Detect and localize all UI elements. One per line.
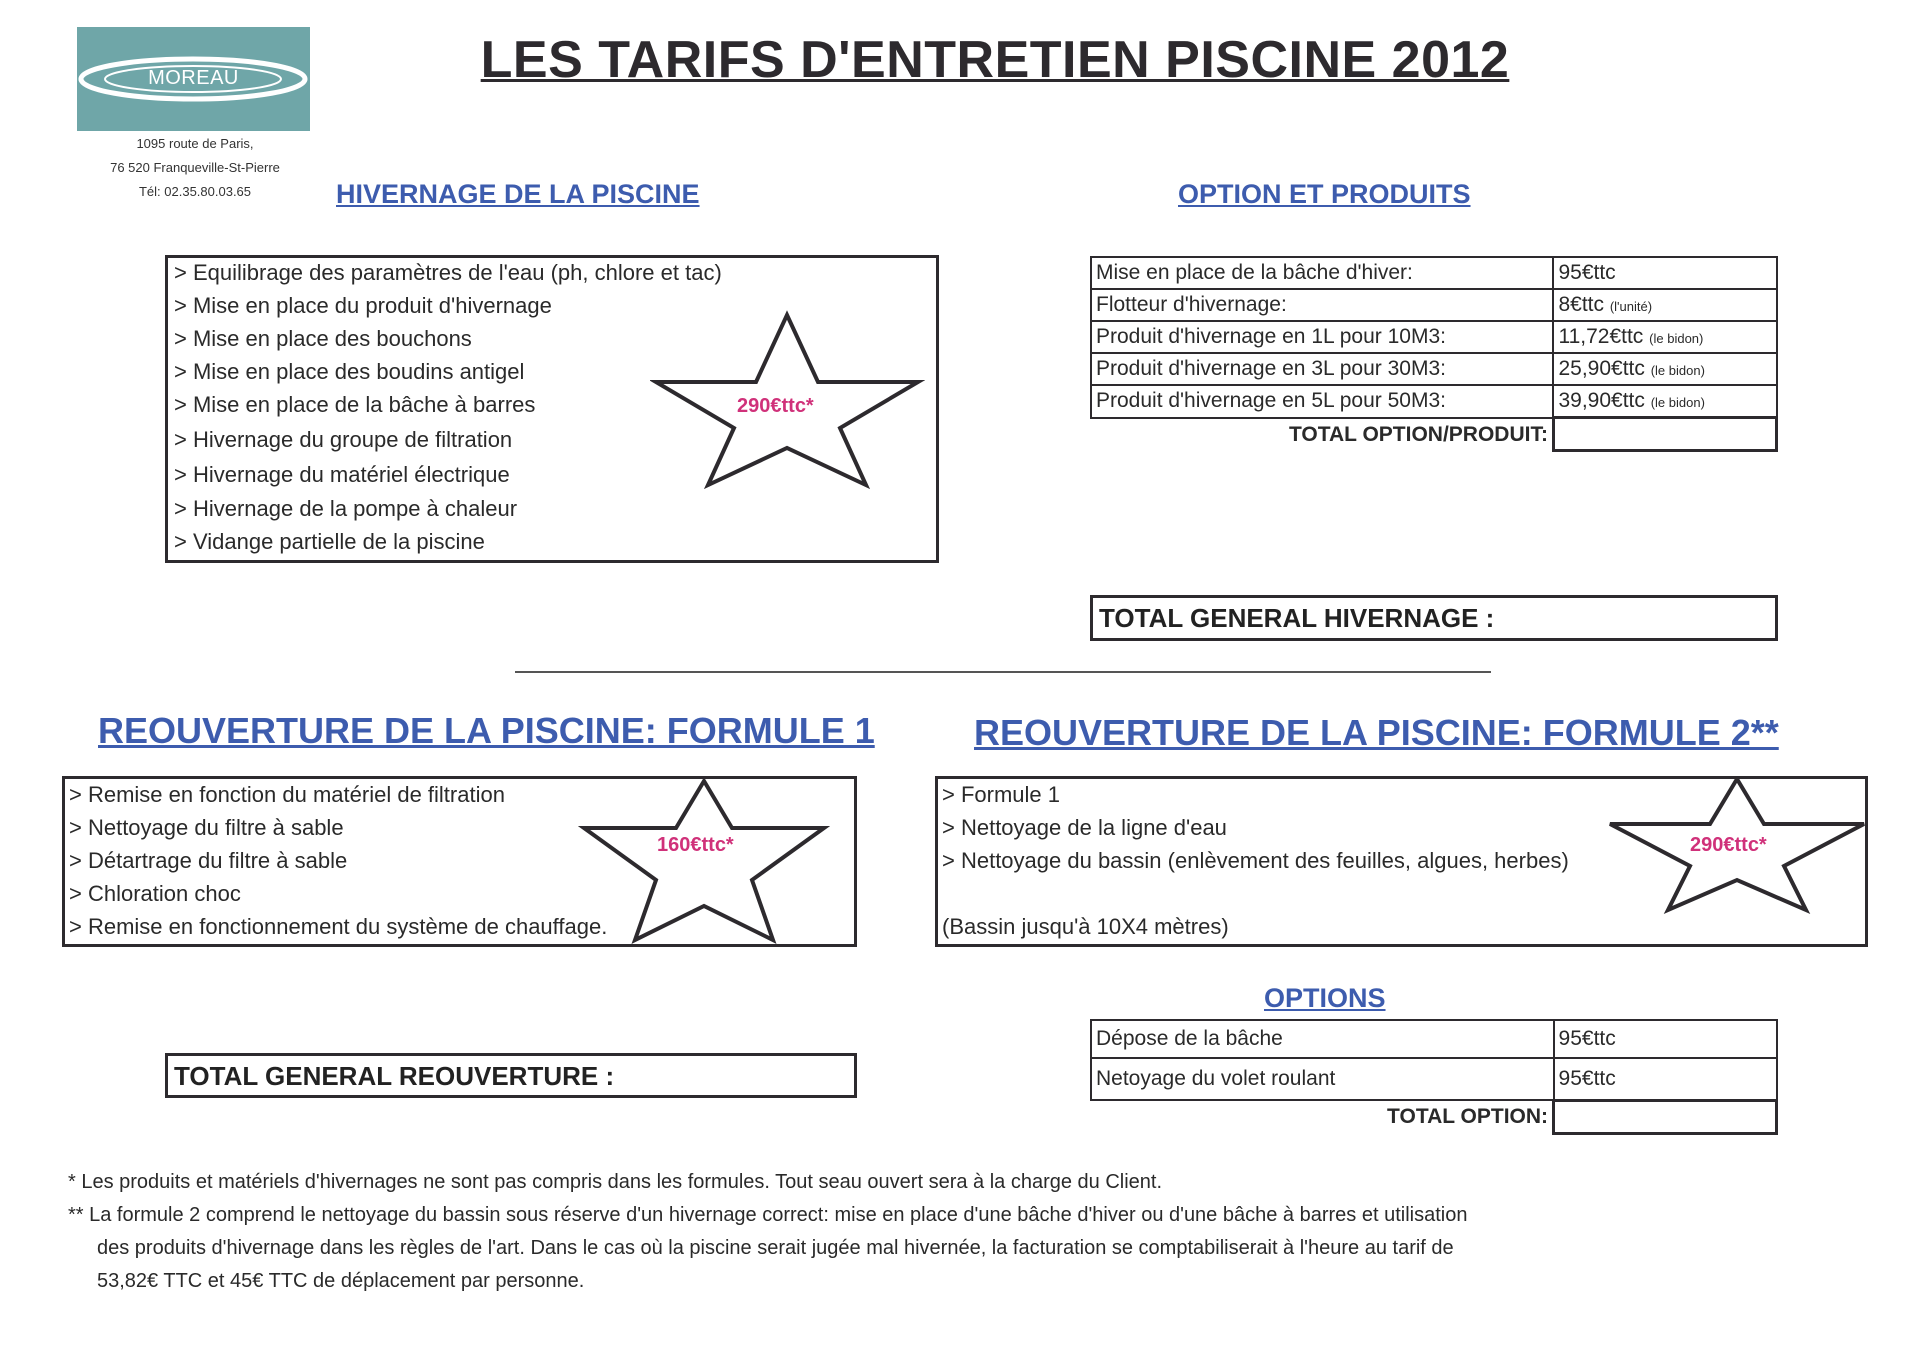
total-reouverture-box[interactable]: [165, 1053, 857, 1098]
option-label: Mise en place de la bâche d'hiver:: [1091, 257, 1553, 289]
total-reouverture-label: TOTAL GENERAL REOUVERTURE :: [174, 1061, 615, 1091]
total-option-label: TOTAL OPTION:: [1091, 1100, 1554, 1133]
list-item: > Hivernage de la pompe à chaleur: [174, 496, 518, 521]
table-row: [1091, 257, 1777, 289]
table-row: [1091, 1058, 1777, 1100]
divider: [515, 671, 1491, 673]
page-title: LES TARIFS D'ENTRETIEN PISCINE 2012: [480, 31, 1510, 89]
list-item: > Remise en fonctionnement du système de chauffage.: [69, 914, 608, 939]
phone-number: Tél: 02.35.80.03.65: [138, 184, 252, 199]
table-row: [1091, 289, 1777, 321]
list-item: > Mise en place des bouchons: [174, 326, 472, 351]
list-item: > Chloration choc: [69, 881, 241, 906]
footnotes: [68, 1166, 1467, 1298]
total-hivernage-label: TOTAL GENERAL HIVERNAGE :: [1099, 603, 1495, 633]
star-icon: [578, 776, 830, 946]
option-label: Produit d'hivernage en 1L pour 10M3:: [1091, 321, 1553, 353]
table-row: [1091, 418, 1777, 451]
table-row: [1091, 1020, 1777, 1058]
total-option-field[interactable]: [1554, 1100, 1777, 1133]
option-price: 95€ttc: [1554, 1058, 1777, 1100]
formule2-heading: REOUVERTURE DE LA PISCINE: FORMULE 2**: [974, 712, 1779, 753]
total-hivernage-box[interactable]: [1090, 595, 1778, 641]
total-option-produit-field[interactable]: [1553, 418, 1776, 451]
option-price: 95€ttc: [1554, 1020, 1777, 1058]
company-name: MOREAU: [148, 67, 239, 89]
address-line-2: 76 520 Franqueville-St-Pierre: [110, 160, 280, 175]
footnote-1: * Les produits et matériels d'hivernages ne sont pas compris dans les formules. Tout seau ouvert sera à la charge du Client.: [68, 1171, 1163, 1193]
list-item: > Formule 1: [942, 782, 1060, 807]
footnote-2-cont: des produits d'hivernage dans les règles de l'art. Dans le cas où la piscine serait jugée mal hivernée, la facturation se comptabiliserait à l'heure au tarif de: [97, 1237, 1454, 1259]
option-price: 39,90€ttc (le bidon): [1553, 385, 1776, 418]
formule1-price: 160€ttc*: [657, 834, 734, 856]
option-price: 25,90€ttc (le bidon): [1553, 353, 1776, 385]
list-item: > Hivernage du groupe de filtration: [174, 427, 513, 452]
address-line-1: 1095 route de Paris,: [136, 136, 254, 151]
total-option-produit-label: TOTAL OPTION/PRODUIT:: [1091, 418, 1553, 451]
option-price: 8€ttc (l'unité): [1553, 289, 1776, 321]
options-produits-heading: OPTION ET PRODUITS: [1178, 179, 1471, 209]
table-row: [1091, 1100, 1777, 1133]
formule2-note: (Bassin jusqu'à 10X4 mètres): [942, 914, 1229, 939]
list-item: > Nettoyage du filtre à sable: [69, 815, 344, 840]
option-label: Produit d'hivernage en 5L pour 50M3:: [1091, 385, 1553, 418]
list-item: > Mise en place du produit d'hivernage: [174, 293, 552, 318]
formule1-heading: REOUVERTURE DE LA PISCINE: FORMULE 1: [98, 710, 875, 751]
footnote-2: ** La formule 2 comprend le nettoyage du bassin sous réserve d'un hivernage correct: mise en place d'une bâche d'hiver ou d'une bâche à barres et utilisation: [68, 1204, 1468, 1226]
footnote-2-end: 53,82€ TTC et 45€ TTC de déplacement par personne.: [97, 1270, 585, 1292]
list-item: > Détartrage du filtre à sable: [69, 848, 348, 873]
list-item: > Nettoyage du bassin (enlèvement des feuilles, algues, herbes): [942, 848, 1569, 873]
list-item: > Hivernage du matériel électrique: [174, 462, 510, 487]
company-address: [70, 132, 320, 204]
options-heading: OPTIONS: [1264, 983, 1386, 1013]
option-price: 95€ttc: [1553, 257, 1776, 289]
company-logo: [77, 27, 310, 131]
options-table: [1090, 1019, 1778, 1135]
list-item: > Mise en place de la bâche à barres: [174, 392, 536, 417]
hivernage-price: 290€ttc*: [737, 395, 814, 417]
formule2-price: 290€ttc*: [1690, 834, 1767, 856]
list-item: > Equilibrage des paramètres de l'eau (ph, chlore et tac): [174, 260, 722, 285]
list-item: > Nettoyage de la ligne d'eau: [942, 815, 1227, 840]
table-row: [1091, 385, 1777, 418]
options-produits-table: [1090, 256, 1778, 452]
table-row: [1091, 321, 1777, 353]
option-label: Produit d'hivernage en 3L pour 30M3:: [1091, 353, 1553, 385]
option-label: Flotteur d'hivernage:: [1091, 289, 1553, 321]
list-item: > Remise en fonction du matériel de filtration: [69, 782, 505, 807]
list-item: > Mise en place des boudins antigel: [174, 359, 525, 384]
hivernage-heading: HIVERNAGE DE LA PISCINE: [336, 179, 700, 209]
option-price: 11,72€ttc (le bidon): [1553, 321, 1776, 353]
list-item: > Vidange partielle de la piscine: [174, 529, 485, 554]
option-label: Dépose de la bâche: [1091, 1020, 1554, 1058]
table-row: [1091, 353, 1777, 385]
option-label: Netoyage du volet roulant: [1091, 1058, 1554, 1100]
